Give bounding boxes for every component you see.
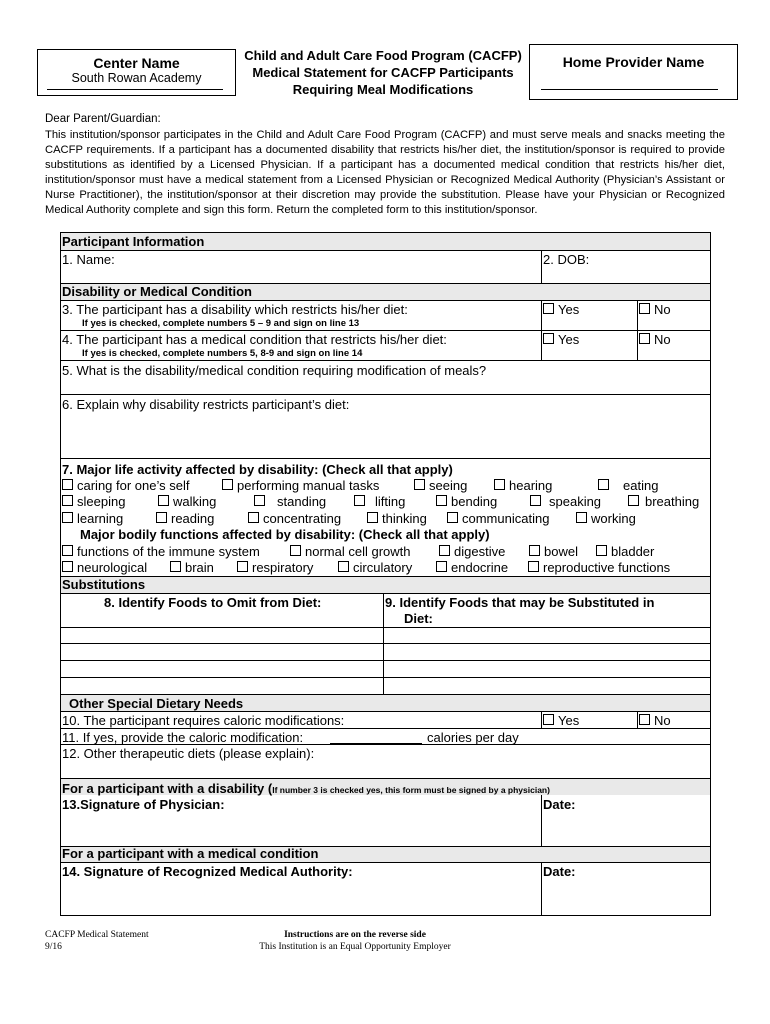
q3-note: If yes is checked, complete numbers 5 – 9 and sign on line 13: [82, 318, 360, 329]
substitutions-section-title: Substitutions: [62, 577, 146, 592]
condition-section-title: Disability or Medical Condition: [62, 284, 252, 299]
activity-checkbox[interactable]: concentrating: [248, 511, 341, 526]
activity-checkbox[interactable]: breathing: [628, 494, 699, 509]
activity-checkbox[interactable]: seeing: [414, 478, 467, 493]
date2-field[interactable]: Date:: [543, 864, 576, 879]
footer-form-date: 9/16: [45, 942, 62, 952]
q10-text: 10. The participant requires caloric modifications:: [62, 713, 345, 728]
home-provider-underline[interactable]: [541, 89, 718, 90]
q11-text: 11. If yes, provide the caloric modification:: [62, 730, 304, 745]
q10-no-checkbox[interactable]: No: [639, 713, 671, 728]
bodily-functions-heading: Major bodily functions affected by disability: (Check all that apply): [80, 527, 490, 542]
form-title-line2: Medical Statement for CACFP Participants: [252, 65, 514, 80]
q7-heading: 7. Major life activity affected by disability: (Check all that apply): [62, 462, 453, 477]
q5-field[interactable]: 5. What is the disability/medical condition requiring modification of meals?: [62, 363, 487, 378]
activity-checkbox[interactable]: bending: [436, 494, 497, 509]
activity-checkbox[interactable]: neurological: [62, 560, 147, 575]
activity-checkbox[interactable]: endocrine: [436, 560, 508, 575]
activity-checkbox[interactable]: digestive: [439, 544, 505, 559]
q4-yes-checkbox[interactable]: Yes: [543, 332, 579, 347]
center-name-value[interactable]: South Rowan Academy: [71, 71, 202, 85]
date1-field[interactable]: Date:: [543, 797, 576, 812]
activity-checkbox[interactable]: caring for one’s self: [62, 478, 190, 493]
q3-yes-checkbox[interactable]: Yes: [543, 302, 579, 317]
home-provider-box: [529, 44, 738, 100]
footer-equal-opportunity: This Institution is an Equal Opportunity Employer: [259, 942, 451, 952]
activity-checkbox[interactable]: normal cell growth: [290, 544, 411, 559]
greeting: Dear Parent/Guardian:: [45, 113, 161, 125]
dob-field[interactable]: 2. DOB:: [543, 252, 590, 267]
q8-heading: 8. Identify Foods to Omit from Diet:: [104, 595, 322, 610]
q14-signature-field[interactable]: 14. Signature of Recognized Medical Authority:: [62, 864, 353, 879]
activity-checkbox[interactable]: functions of the immune system: [62, 544, 260, 559]
substitution-row[interactable]: [60, 677, 711, 678]
q13-signature-field[interactable]: 13.Signature of Physician:: [62, 797, 225, 812]
activity-checkbox[interactable]: hearing: [494, 478, 552, 493]
q9-heading-line2: Diet:: [404, 611, 433, 626]
q10-yes-checkbox[interactable]: Yes: [543, 713, 579, 728]
medical-signature-heading: For a participant with a medical condition: [62, 846, 319, 861]
q9-heading-line1: 9. Identify Foods that may be Substituted in: [385, 595, 655, 610]
footer-form-name: CACFP Medical Statement: [45, 930, 149, 940]
q3-text: 3. The participant has a disability which restricts his/her diet:: [62, 302, 408, 317]
activity-checkbox[interactable]: circulatory: [338, 560, 412, 575]
substitution-row[interactable]: [60, 643, 711, 644]
activity-checkbox[interactable]: learning: [62, 511, 123, 526]
participant-section-title: Participant Information: [62, 234, 205, 249]
activity-checkbox[interactable]: communicating: [447, 511, 549, 526]
activity-checkbox[interactable]: standing: [254, 494, 326, 509]
activity-checkbox[interactable]: reproductive functions: [528, 560, 670, 575]
substitutions-section-bar: [61, 577, 710, 593]
center-name-label: Center Name: [93, 55, 180, 71]
activity-checkbox[interactable]: lifting: [354, 494, 405, 509]
q4-text: 4. The participant has a medical condition that restricts his/her diet:: [62, 332, 447, 347]
dietary-section-title: Other Special Dietary Needs: [69, 696, 244, 711]
q6-field[interactable]: 6. Explain why disability restricts participant’s diet:: [62, 397, 350, 412]
substitution-row[interactable]: [60, 660, 711, 661]
q4-no-checkbox[interactable]: No: [639, 332, 671, 347]
home-provider-label: Home Provider Name: [562, 54, 705, 70]
activity-checkbox[interactable]: walking: [158, 494, 216, 509]
footer-instructions: Instructions are on the reverse side: [284, 930, 426, 940]
activity-checkbox[interactable]: bladder: [596, 544, 654, 559]
q11-suffix: calories per day: [427, 730, 519, 745]
center-name-underline: [47, 89, 223, 90]
activity-checkbox[interactable]: respiratory: [237, 560, 313, 575]
q4-note: If yes is checked, complete numbers 5, 8-9 and sign on line 14: [82, 348, 363, 359]
activity-checkbox[interactable]: eating: [598, 478, 658, 493]
activity-checkbox[interactable]: working: [576, 511, 636, 526]
q12-field[interactable]: 12. Other therapeutic diets (please explain):: [62, 746, 315, 761]
activity-checkbox[interactable]: reading: [156, 511, 214, 526]
activity-checkbox[interactable]: performing manual tasks: [222, 478, 379, 493]
substitution-row[interactable]: [60, 627, 711, 628]
activity-checkbox[interactable]: speaking: [530, 494, 601, 509]
activity-checkbox[interactable]: bowel: [529, 544, 578, 559]
q3-no-checkbox[interactable]: No: [639, 302, 671, 317]
form-title-line1: Child and Adult Care Food Program (CACFP): [244, 48, 522, 63]
activity-checkbox[interactable]: brain: [170, 560, 214, 575]
disability-signature-heading: For a participant with a disability (If number 3 is checked yes, this form must be signed by a physician): [62, 781, 550, 796]
activity-checkbox[interactable]: thinking: [367, 511, 427, 526]
activity-checkbox[interactable]: sleeping: [62, 494, 125, 509]
name-field[interactable]: 1. Name:: [62, 252, 115, 267]
intro-paragraph: This institution/sponsor participates in the Child and Adult Care Food Program (CACFP) and must serve meals and snacks meeting the CACFP requirements. If a participant has a documented disability that restricts his/her diet, the institution/sponsor is required to provide substitutions as identified by a Licensed Physician. If a participant has a documented medical condition that restricts his/her diet, institution/sponsor must have a medical statement from a Licensed Physician or Recognized Medical Authority (Physician’s Assistant or Nurse Practitioner), the institution/sponsor at their discretion may provide the substitution. Please have your Physician or Recognized Medical Authority complete and sign this form. Return the completed form to this institution/sponsor.: [45, 129, 725, 216]
form-title-line3: Requiring Meal Modifications: [292, 82, 474, 97]
